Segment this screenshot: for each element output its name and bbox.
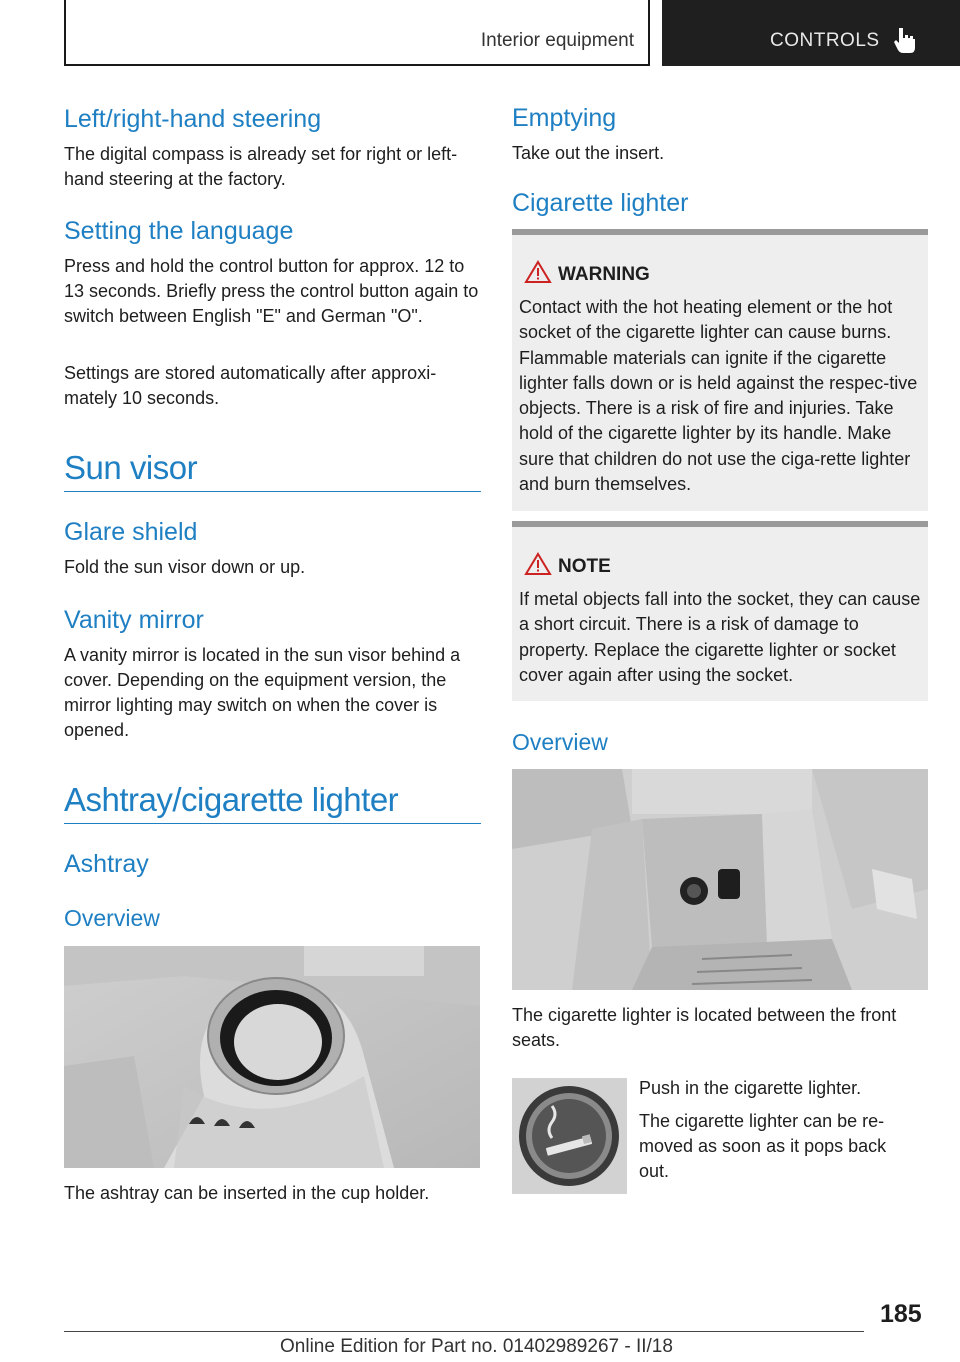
lighter-caption: The cigarette lighter is located between the front seats. [512,1005,897,1050]
ashtray-heading: Ashtray [64,850,149,878]
warning-title: WARNING [558,264,650,285]
remove-lighter-text: The cigarette lighter can be re-moved as soon as it pops back out. [639,1111,887,1181]
lr-steering-text: The digital compass is already set for right or left-hand steering at the factory. [64,144,458,189]
glare-shield-heading: Glare shield [64,518,198,546]
lighter-overview-heading: Overview [512,729,608,755]
ashtray-lighter-heading: Ashtray/cigarette lighter [64,781,399,818]
note-title: NOTE [558,556,611,577]
sun-visor-heading: Sun visor [64,449,198,486]
caution-triangle-icon [524,552,552,576]
header-section-title: Interior equipment [480,30,634,51]
vanity-mirror-text: A vanity mirror is located in the sun visor behind a cover. Depending on the equipment version, the mirror lighting may switch on when the cover is opened. [64,645,461,740]
cigarette-lighter-image [512,1078,627,1194]
emptying-text: Take out the insert. [512,143,665,163]
language-text-2: Settings are stored automatically after approxi-mately 10 seconds. [64,363,437,408]
emptying-heading: Emptying [512,104,617,132]
warning-triangle-icon [524,260,552,284]
warning-box [512,229,928,511]
language-text: Press and hold the control button for approx. 12 to 13 seconds. Briefly press the control button again to switch between English "E" and German "O". [64,256,479,326]
ashtray-caption: The ashtray can be inserted in the cup holder. [64,1183,430,1203]
language-heading: Setting the language [64,217,294,245]
cigarette-lighter-heading: Cigarette lighter [512,189,689,217]
header-chapter-title: CONTROLS [770,30,880,51]
ashtray-overview-heading: Overview [64,905,160,931]
warning-text: Contact with the hot heating element or the hot socket of the cigarette lighter can cause burns. Flammable materials can ignite if the cigarette lighter falls down or is held against the respec-tive objects. There is a risk of fire and injuries. Take hold of the cigarette lighter by its handle. Make sure that children do not use the ciga-rette lighter and burn themselves. [519,297,918,495]
header-section-box [64,0,650,66]
footer-edition: Online Edition for Part no. 01402989267 - II/18 [280,1336,673,1357]
pointing-hand-icon [893,26,919,54]
lr-steering-heading: Left/right-hand steering [64,105,322,133]
cigarette-lighter-location-image [512,769,928,990]
heading-rule [64,823,481,824]
note-box [512,521,928,701]
footer-rule [64,1331,864,1332]
heading-rule [64,491,481,492]
ashtray-image [64,946,480,1168]
push-lighter-text: Push in the cigarette lighter. [639,1078,862,1098]
page-number: 185 [880,1300,922,1328]
note-text: If metal objects fall into the socket, they can cause a short circuit. There is a risk of damage to property. Replace the cigarette lighter or socket cover again after using the socket. [519,589,921,685]
glare-shield-text: Fold the sun visor down or up. [64,557,306,577]
vanity-mirror-heading: Vanity mirror [64,606,204,634]
